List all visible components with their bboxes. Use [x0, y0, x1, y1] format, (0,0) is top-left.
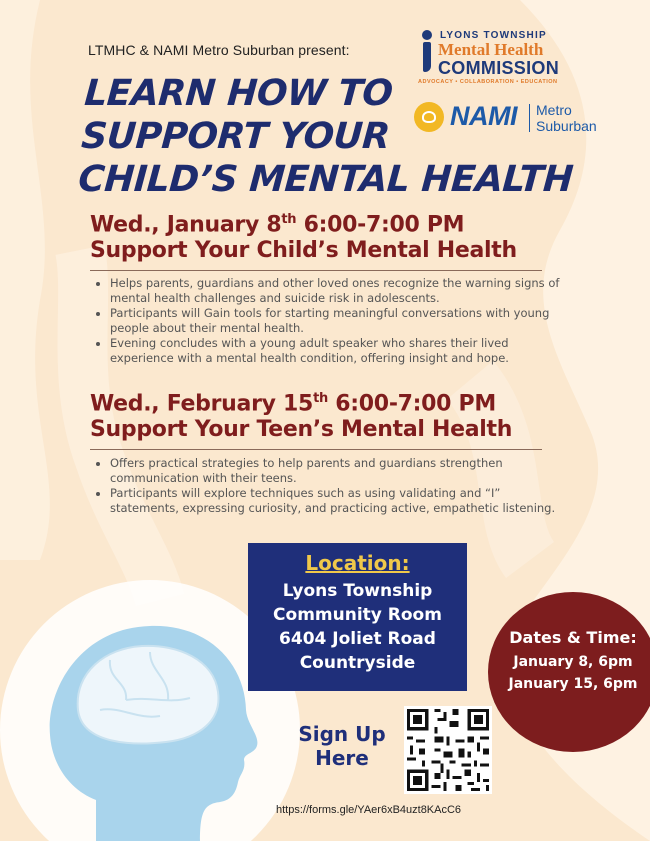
nami-logo-suburban: Suburban: [536, 118, 597, 134]
nami-divider: [529, 104, 530, 132]
ltmhc-logo-middle: Mental Health: [438, 40, 544, 59]
event-1-divider: [90, 270, 542, 271]
ltmhc-logo-bottom: COMMISSION: [438, 58, 560, 78]
event-1-subtitle: Support Your Child’s Mental Health: [90, 238, 517, 263]
location-line-1: Lyons Township: [282, 581, 433, 601]
dates-time-line-2: January 15, 6pm: [508, 676, 638, 692]
list-item: • Offers practical strategies to help parents and guardians strengthen communication with their teens.: [110, 456, 566, 486]
sign-up-line-1: Sign Up: [298, 722, 386, 746]
list-item: • Participants will Gain tools for starting meaningful conversations with young people about their mental health.: [110, 306, 566, 336]
qr-code-icon[interactable]: [404, 706, 492, 794]
title-line-2: SUPPORT YOUR: [80, 116, 392, 157]
event-1-date-text: Wed., January 8: [90, 212, 282, 238]
location-line-2: Community Room: [273, 605, 442, 625]
nami-logo-metro: Metro: [536, 102, 572, 118]
nami-emblem-icon: [414, 102, 444, 132]
event-2-ordinal: th: [313, 391, 328, 406]
sign-up-line-2: Here: [315, 746, 369, 770]
location-label: Location:: [305, 551, 410, 575]
event-1-date: [90, 206, 464, 239]
event-1-ordinal: th: [281, 212, 297, 227]
location-box: [248, 543, 467, 691]
ltmhc-logo: [414, 26, 574, 88]
ltmhc-mark-icon: [418, 30, 434, 82]
event-1-bullets: [96, 276, 566, 366]
title-line-3: CHILD’S MENTAL HEALTH: [77, 159, 575, 200]
nami-logo: [414, 100, 614, 140]
dates-time-title: Dates & Time:: [509, 628, 637, 647]
location-line-4: Countryside: [299, 653, 416, 673]
dates-time-line-1: January 8, 6pm: [513, 654, 633, 670]
dates-time-badge: [488, 592, 650, 752]
ltmhc-logo-top: LYONS TOWNSHIP: [440, 30, 547, 41]
list-item: • Helps parents, guardians and other loved ones recognize the warning signs of mental health challenges and suicide risk in adolescents.: [110, 276, 566, 306]
location-line-3: 6404 Joliet Road: [279, 629, 436, 649]
event-2-subtitle: Support Your Teen’s Mental Health: [90, 417, 513, 442]
event-2-bullets: [96, 456, 566, 516]
event-2-date: [90, 385, 496, 418]
event-1-time: 6:00-7:00 PM: [303, 212, 465, 238]
title-line-1: LEARN HOW TO: [83, 73, 394, 114]
event-2-date-text: Wed., February 15: [90, 391, 314, 417]
sign-up-url[interactable]: https://forms.gle/YAer6xB4uzt8KAcC6: [276, 804, 462, 816]
nami-logo-region: [536, 102, 597, 134]
nami-logo-word: NAMI: [450, 101, 517, 131]
presenters-line: LTMHC & NAMI Metro Suburban present:: [88, 42, 350, 58]
sign-up-label: [296, 722, 388, 770]
list-item: • Evening concludes with a young adult speaker who shares their lived experience with a mental health condition, offering insight and hope.: [110, 336, 566, 366]
ltmhc-logo-tagline: ADVOCACY • COLLABORATION • EDUCATION: [418, 79, 558, 85]
event-2-divider: [90, 449, 542, 450]
list-item: • Participants will explore techniques such as using validating and “I” statements, expressing curiosity, and practicing active, empathetic listening.: [110, 486, 566, 516]
event-2-time: 6:00-7:00 PM: [335, 391, 496, 417]
